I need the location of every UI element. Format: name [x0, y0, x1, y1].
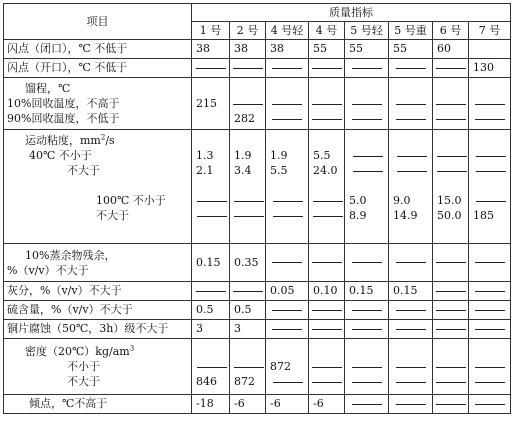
viscosity-5h	[389, 130, 433, 244]
dash-mark	[476, 171, 506, 172]
viscosity-5l	[345, 130, 389, 244]
dash-mark	[312, 367, 342, 368]
pour-point-6	[433, 395, 469, 414]
copper-4l	[266, 320, 309, 339]
distillation-7	[469, 78, 511, 130]
dash-mark	[436, 310, 466, 311]
dash-mark	[353, 171, 383, 172]
flash-open-2	[230, 59, 266, 78]
dash-mark	[436, 382, 466, 383]
viscosity-7	[469, 130, 511, 244]
carbon-residue-4	[309, 244, 345, 282]
dash-mark	[352, 119, 382, 120]
distillation-1-10pct: 215	[196, 97, 217, 110]
pour-point-label: 倾点，℃不高于	[4, 395, 192, 414]
copper-5l	[345, 320, 389, 339]
dash-mark	[397, 156, 427, 157]
carbon-residue-label	[4, 244, 192, 282]
viscosity-5l-max100: 8.9	[349, 209, 367, 222]
copper-2: 3	[230, 320, 266, 339]
density-1-max: 846	[196, 375, 217, 388]
carbon-residue-2: 0.35	[230, 244, 266, 282]
viscosity-100-max-label: 不大于	[96, 209, 129, 222]
grade-5-light: 5 号轻	[345, 22, 389, 40]
distillation-1	[192, 78, 230, 130]
dash-mark	[352, 104, 382, 105]
row-copper	[4, 320, 511, 339]
dash-mark	[352, 329, 382, 330]
copper-1: 3	[192, 320, 230, 339]
viscosity-5h-max100: 14.9	[393, 209, 418, 222]
dash-mark	[312, 104, 342, 105]
quality-header: 质量指标	[192, 4, 511, 22]
flash-open-label: 闪点（开口），℃ 不低于	[4, 59, 192, 78]
row-flash-closed	[4, 40, 511, 59]
copper-5h	[389, 320, 433, 339]
sulfur-2: 0.5	[230, 301, 266, 320]
flash-closed-2: 38	[230, 40, 266, 59]
fuel-oil-spec-table	[3, 3, 511, 414]
viscosity-6-min100: 15.0	[437, 194, 462, 207]
density-6	[433, 339, 469, 395]
dash-mark	[272, 310, 302, 311]
dash-mark	[436, 262, 466, 263]
flash-open-4l	[266, 59, 309, 78]
dash-mark	[312, 262, 342, 263]
distillation-label	[4, 78, 192, 130]
density-2-max: 872	[234, 375, 255, 388]
grade-6: 6 号	[433, 22, 469, 40]
dash-mark	[396, 404, 426, 405]
viscosity-6-max100: 50.0	[437, 209, 462, 222]
viscosity-4-max40: 24.0	[313, 164, 338, 177]
viscosity-5l-min100: 5.0	[349, 194, 367, 207]
dash-mark	[312, 382, 342, 383]
copper-6	[433, 320, 469, 339]
dash-mark	[312, 310, 342, 311]
grade-4-light: 4 号轻	[266, 22, 309, 40]
copper-4	[309, 320, 345, 339]
dash-mark	[476, 156, 506, 157]
sulfur-7	[469, 301, 511, 320]
row-ash	[4, 282, 511, 301]
dash-mark	[272, 68, 302, 69]
dash-mark	[475, 329, 505, 330]
viscosity-100-min-label: 100℃ 不小于	[96, 194, 166, 207]
density-4l-min: 872	[270, 360, 291, 373]
pour-point-5l	[345, 395, 389, 414]
dash-mark	[397, 171, 427, 172]
pour-point-2: -6	[230, 395, 266, 414]
viscosity-40-min-label: 40℃ 不小于	[29, 149, 92, 162]
copper-label: 铜片腐蚀（50℃，3h）级不大于	[4, 320, 192, 339]
grade-7: 7 号	[469, 22, 511, 40]
dash-mark	[273, 201, 303, 202]
viscosity-2-min40: 1.9	[234, 149, 252, 162]
grade-5-heavy: 5 号重	[389, 22, 433, 40]
density-max-label: 不大于	[67, 375, 100, 388]
dash-mark	[352, 68, 382, 69]
dash-mark	[475, 262, 505, 263]
carbon-residue-5l	[345, 244, 389, 282]
viscosity-4-min40: 5.5	[313, 149, 331, 162]
density-7	[469, 339, 511, 395]
ash-6	[433, 282, 469, 301]
carbon-residue-7	[469, 244, 511, 282]
dash-mark	[437, 171, 467, 172]
carbon-residue-1: 0.15	[192, 244, 230, 282]
flash-open-5l	[345, 59, 389, 78]
dash-mark	[436, 367, 466, 368]
item-header: 项目	[4, 4, 192, 40]
flash-closed-7	[469, 40, 511, 59]
pour-point-7	[469, 395, 511, 414]
dash-mark	[312, 119, 342, 120]
distillation-4	[309, 78, 345, 130]
ash-7	[469, 282, 511, 301]
carbon-residue-5h	[389, 244, 433, 282]
dash-mark	[437, 156, 467, 157]
flash-open-5h	[389, 59, 433, 78]
copper-7	[469, 320, 511, 339]
carbon-residue-4l	[266, 244, 309, 282]
sulfur-5h	[389, 301, 433, 320]
dash-mark	[436, 404, 466, 405]
grade-2: 2 号	[230, 22, 266, 40]
dash-mark	[234, 201, 264, 202]
dash-mark	[396, 329, 426, 330]
density-5h	[389, 339, 433, 395]
sulfur-4	[309, 301, 345, 320]
header-row-1	[4, 4, 511, 22]
flash-closed-4l: 38	[266, 40, 309, 59]
dash-mark	[476, 201, 506, 202]
viscosity-1-max40: 2.1	[196, 164, 214, 177]
density-title: 密度$(20℃)kg/am^3$	[25, 344, 135, 358]
dash-mark	[436, 291, 466, 292]
flash-open-4	[309, 59, 345, 78]
ash-2	[230, 282, 266, 301]
viscosity-6	[433, 130, 469, 244]
dash-mark	[197, 216, 227, 217]
viscosity-2	[230, 130, 266, 244]
distillation-10pct: 10%回收温度，不高于	[7, 97, 120, 110]
viscosity-title: 运动粘度，$mm^2/s$	[25, 133, 115, 147]
distillation-90pct: 90%回收温度，不低于	[7, 112, 120, 125]
viscosity-1	[192, 130, 230, 244]
sulfur-label: 硫含量，%（v/v）不大于	[4, 301, 192, 320]
pour-point-4: -6	[309, 395, 345, 414]
viscosity-4	[309, 130, 345, 244]
dash-mark	[436, 104, 466, 105]
viscosity-4l	[266, 130, 309, 244]
distillation-2	[230, 78, 266, 130]
dash-mark	[352, 367, 382, 368]
row-density	[4, 339, 511, 395]
flash-open-1	[192, 59, 230, 78]
dash-mark	[312, 329, 342, 330]
distillation-5l	[345, 78, 389, 130]
dash-mark	[197, 201, 227, 202]
density-4	[309, 339, 345, 395]
flash-closed-1: 38	[192, 40, 230, 59]
ash-5h: 0.15	[389, 282, 433, 301]
ash-label: 灰分，%（v/v）不大于	[4, 282, 192, 301]
dash-mark	[475, 119, 505, 120]
dash-mark	[313, 201, 343, 202]
row-flash-open	[4, 59, 511, 78]
grade-4: 4 号	[309, 22, 345, 40]
dash-mark	[234, 367, 264, 368]
ash-4l: 0.05	[266, 282, 309, 301]
dash-mark	[352, 404, 382, 405]
dash-mark	[313, 216, 343, 217]
distillation-title: 馏程，℃	[25, 82, 71, 95]
density-4l	[266, 339, 309, 395]
flash-closed-5l: 55	[345, 40, 389, 59]
ash-5l: 0.15	[345, 282, 389, 301]
viscosity-40-max-label: 不大于	[67, 164, 100, 177]
viscosity-1-min40: 1.3	[196, 149, 214, 162]
density-1	[192, 339, 230, 395]
row-carbon-residue	[4, 244, 511, 282]
dash-mark	[436, 68, 466, 69]
dash-mark	[396, 310, 426, 311]
flash-closed-6: 60	[433, 40, 469, 59]
dash-mark	[436, 119, 466, 120]
dash-mark	[272, 119, 302, 120]
flash-closed-4: 55	[309, 40, 345, 59]
dash-mark	[312, 68, 342, 69]
row-viscosity	[4, 130, 511, 244]
dash-mark	[196, 291, 226, 292]
dash-mark	[396, 262, 426, 263]
carbon-residue-line1: 10%蒸余物残余，	[25, 248, 116, 262]
flash-closed-5h: 55	[389, 40, 433, 59]
viscosity-4l-max40: 5.5	[270, 164, 288, 177]
distillation-4l	[266, 78, 309, 130]
grade-1: 1 号	[192, 22, 230, 40]
dash-mark	[475, 382, 505, 383]
density-label	[4, 339, 192, 395]
row-distillation	[4, 78, 511, 130]
dash-mark	[234, 216, 264, 217]
distillation-5h	[389, 78, 433, 130]
viscosity-label	[4, 130, 192, 244]
ash-1	[192, 282, 230, 301]
sulfur-6	[433, 301, 469, 320]
density-5l	[345, 339, 389, 395]
dash-mark	[272, 329, 302, 330]
dash-mark	[396, 104, 426, 105]
dash-mark	[196, 68, 226, 69]
pour-point-1: -18	[192, 395, 230, 414]
carbon-residue-6	[433, 244, 469, 282]
dash-mark	[233, 104, 263, 105]
dash-mark	[273, 382, 303, 383]
row-sulfur	[4, 301, 511, 320]
flash-open-6	[433, 59, 469, 78]
distillation-2-90pct: 282	[234, 112, 255, 125]
dash-mark	[233, 291, 263, 292]
dash-mark	[436, 329, 466, 330]
dash-mark	[396, 367, 426, 368]
dash-mark	[352, 382, 382, 383]
pour-point-4l: -6	[266, 395, 309, 414]
carbon-residue-line2: %（v/v）不大于	[7, 263, 89, 277]
sulfur-1: 0.5	[192, 301, 230, 320]
flash-open-7: 130	[469, 59, 511, 78]
dash-mark	[272, 104, 302, 105]
dash-mark	[197, 367, 227, 368]
dash-mark	[352, 310, 382, 311]
dash-mark	[475, 104, 505, 105]
dash-mark	[396, 119, 426, 120]
dash-mark	[475, 310, 505, 311]
sulfur-4l	[266, 301, 309, 320]
dash-mark	[353, 156, 383, 157]
dash-mark	[475, 404, 505, 405]
row-pour-point	[4, 395, 511, 414]
density-min-label: 不小于	[67, 360, 100, 373]
dash-mark	[475, 291, 505, 292]
dash-mark	[272, 262, 302, 263]
viscosity-5h-min100: 9.0	[393, 194, 411, 207]
dash-mark	[475, 367, 505, 368]
dash-mark	[233, 68, 263, 69]
dash-mark	[396, 382, 426, 383]
viscosity-4l-min40: 1.9	[270, 149, 288, 162]
pour-point-5h	[389, 395, 433, 414]
ash-4: 0.10	[309, 282, 345, 301]
density-2	[230, 339, 266, 395]
viscosity-2-max40: 3.4	[234, 164, 252, 177]
dash-mark	[396, 68, 426, 69]
dash-mark	[352, 262, 382, 263]
flash-closed-label: 闪点（闭口），℃ 不低于	[4, 40, 192, 59]
distillation-6	[433, 78, 469, 130]
viscosity-7-max100: 185	[473, 209, 494, 222]
dash-mark	[273, 216, 303, 217]
sulfur-5l	[345, 301, 389, 320]
